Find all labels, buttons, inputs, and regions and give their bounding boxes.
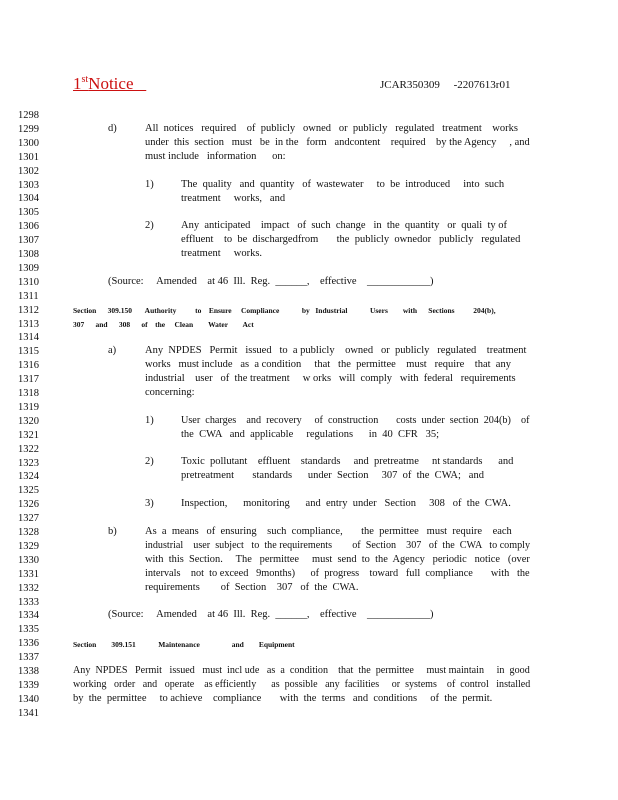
- section-d-line-2: under this section must be in the form andcontent required by the Agency , and: [145, 137, 530, 148]
- line-number: 1324: [18, 471, 39, 483]
- line-number: 1328: [18, 527, 39, 538]
- line-number: 1327: [18, 513, 39, 525]
- section-d-item-2-line-3: treatment works.: [181, 248, 263, 259]
- line-number: 1298: [18, 110, 39, 121]
- line-number: 1331: [18, 568, 39, 580]
- section-b-line-4: intervals not to exceed 9months) of progress toward full compliance with the: [145, 568, 530, 579]
- final-paragraph-line-1: Any NPDES Permit issued must incl ude as a condition that the permittee must maintain in good: [73, 665, 530, 676]
- line-number: 1341: [18, 707, 39, 719]
- section-a-label: a): [108, 345, 117, 356]
- line-number: 1340: [18, 693, 39, 705]
- section-a-line-4: concerning:: [145, 387, 195, 398]
- source-note-2: (Source: Amended at 46 Ill. Reg. ______, effective ____________): [108, 609, 434, 620]
- section-d-item-2-line-2: effluent to be dischargedfrom the publicly ownedor publicly regulated: [181, 234, 521, 245]
- line-number: 1337: [18, 652, 39, 664]
- line-number: 1302: [18, 165, 39, 177]
- section-b-line-3: with this Section. The permittee must send to the Agency periodic notice (over: [145, 554, 530, 565]
- section-a-item-3-line-1: Inspection, monitoring and entry under Section 308 of the CWA.: [181, 498, 511, 509]
- line-number: 1312: [18, 304, 39, 316]
- final-paragraph-line-2: working order and operate as efficiently as possible any facilities or systems of control installed: [73, 679, 531, 690]
- section-a-item-1-line-2: the CWA and applicable regulations in 40 CFR 35;: [181, 429, 440, 440]
- line-number: 1316: [18, 360, 39, 372]
- section-d-item-2-line-1: Any anticipated impact of such change in the quantity or quali ty of: [181, 220, 508, 231]
- section-d-label: d): [108, 123, 117, 134]
- line-number: 1315: [18, 346, 39, 358]
- line-number: 1338: [18, 666, 39, 677]
- line-number: 1329: [18, 540, 39, 552]
- line-number: 1321: [18, 429, 39, 441]
- line-number: 1330: [18, 554, 39, 566]
- line-number: 1325: [18, 485, 39, 497]
- line-number: 1310: [18, 276, 39, 288]
- section-b-label: b): [108, 526, 117, 537]
- line-number: 1318: [18, 388, 39, 399]
- notice-ordinal: st: [81, 74, 89, 85]
- line-number: 1333: [18, 596, 39, 608]
- section-d-item-1-label: 1): [145, 179, 154, 190]
- line-number: 1323: [18, 457, 39, 469]
- line-number: 1308: [18, 249, 39, 260]
- section-b-line-1: As a means of ensuring such compliance, the permittee must require each: [145, 526, 512, 537]
- source-note-1: (Source: Amended at 46 Ill. Reg. ______, effective ____________): [108, 276, 434, 287]
- line-number: 1335: [18, 624, 39, 636]
- section-a-item-2-label: 2): [145, 456, 154, 467]
- section-d-line-1: All notices required of publicly owned or publicly regulated treatment works: [145, 123, 518, 134]
- section-d-item-1-line-1: The quality and quantity of wastewater to be introduced into such: [181, 179, 505, 190]
- section-b-line-2: industrial user subject to the requirements of Section 307 of the CWA to comply: [145, 540, 531, 551]
- line-number: 1320: [18, 415, 39, 427]
- section-309-150-heading-line-2: 307 and 308 of the Clean Water Act: [73, 320, 254, 329]
- section-309-150-heading-line-1: Section 309.150 Authority to Ensure Compliance by Industrial Users with Sections 204(b),: [73, 306, 496, 315]
- line-number: 1303: [18, 179, 39, 191]
- section-d-item-2-label: 2): [145, 220, 154, 231]
- line-number: 1304: [18, 193, 39, 205]
- line-number: 1332: [18, 582, 39, 594]
- line-number: 1336: [18, 638, 39, 650]
- section-a-item-1-label: 1): [145, 415, 154, 426]
- section-a-line-1: Any NPDES Permit issued to a publicly owned or publicly regulated treatment: [145, 345, 527, 356]
- line-number: 1326: [18, 499, 39, 511]
- line-number: 1311: [18, 290, 39, 302]
- line-number: 1313: [18, 318, 39, 330]
- section-a-item-2-line-2: pretreatment standards under Section 307 of the CWA; and: [181, 470, 484, 481]
- section-a-item-1-line-1: User charges and recovery of construction costs under section 204(b) of: [181, 415, 530, 426]
- line-number: 1322: [18, 443, 39, 455]
- line-number: 1319: [18, 401, 39, 413]
- line-number: 1301: [18, 151, 39, 163]
- line-number: 1334: [18, 610, 39, 622]
- line-number: 1339: [18, 679, 39, 691]
- final-paragraph-line-3: by the permittee to achieve compliance with the terms and conditions of the permit.: [73, 693, 493, 704]
- line-number: 1309: [18, 262, 39, 274]
- document-code: JCAR350309 -2207613r01: [380, 79, 511, 91]
- notice-title: [73, 74, 146, 94]
- line-number: 1305: [18, 207, 39, 219]
- line-number: 1300: [18, 137, 39, 149]
- notice-number: 1: [73, 74, 82, 93]
- line-number: 1314: [18, 332, 39, 344]
- line-number: 1306: [18, 221, 39, 233]
- section-d-item-1-line-2: treatment works, and: [181, 193, 286, 204]
- section-a-line-3: industrial user of the treatment w orks will comply with federal requirements: [145, 373, 516, 384]
- section-b-line-5: requirements of Section 307 of the CWA.: [145, 582, 359, 593]
- section-309-151-heading: Section 309.151 Maintenance and Equipment: [73, 640, 295, 649]
- line-number: 1307: [18, 235, 39, 247]
- section-a-item-3-label: 3): [145, 498, 154, 509]
- line-number: 1317: [18, 374, 39, 386]
- notice-word: Notice: [88, 74, 134, 93]
- line-number: 1299: [18, 123, 39, 135]
- section-d-line-3: must include information on:: [145, 151, 286, 162]
- section-a-item-2-line-1: Toxic pollutant effluent standards and pretreatme nt standards and: [181, 456, 514, 467]
- section-a-line-2: works must include as a condition that the permittee must require that any: [145, 359, 511, 370]
